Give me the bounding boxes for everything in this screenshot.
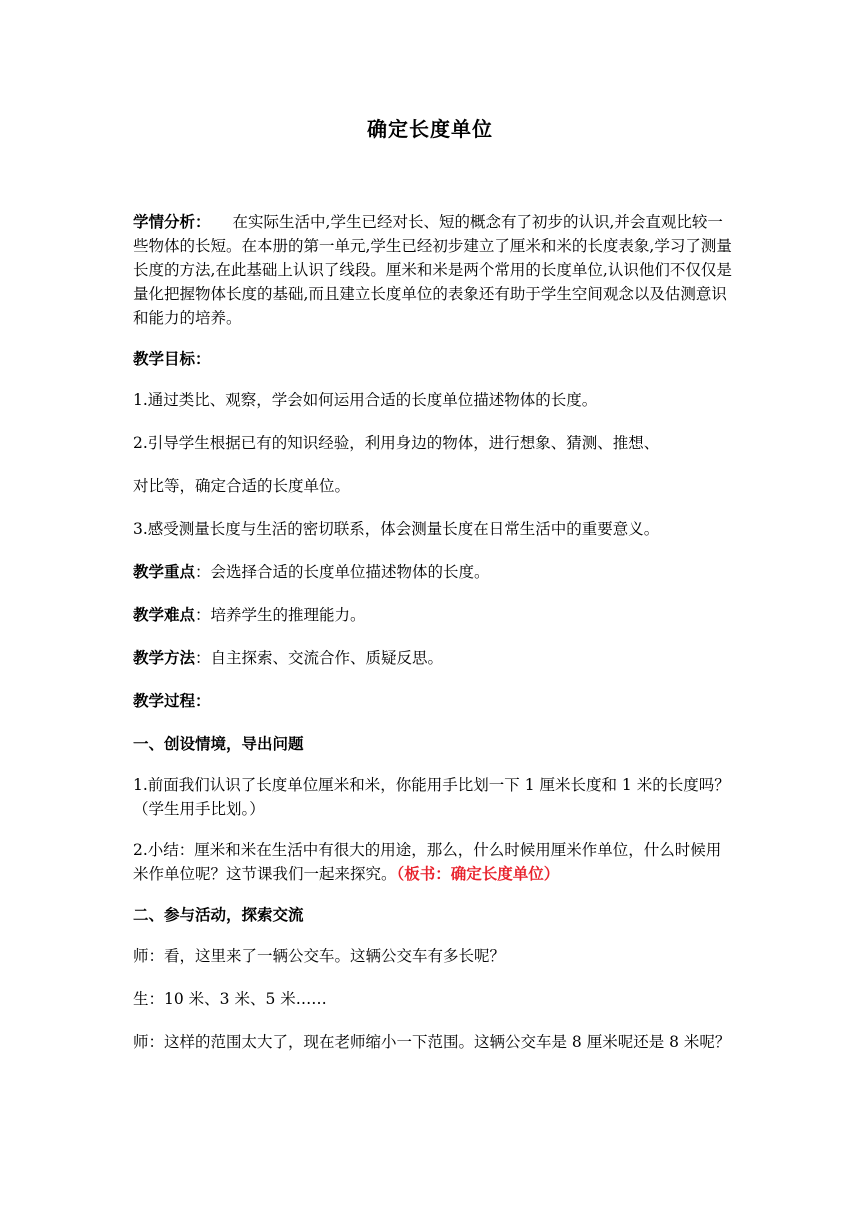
method-line [133, 646, 733, 670]
process-heading: 教学过程： [133, 691, 211, 710]
dialog-student-1: 生：10 米、3 米、5 米…… [133, 990, 327, 1008]
board-note: （板书：确定长度单位） [396, 864, 560, 883]
document-title: 确定长度单位 [367, 117, 493, 141]
section-1-item-2 [133, 838, 733, 886]
key-point-line [133, 560, 733, 584]
analysis-text: 在实际生活中,学生已经对长、短的概念有了初步的认识,并会直观比较一些物体的长短。在本册的第一单元,学生已经初步建立了厘米和米的长度表象,学习了测量长度的方法,在此基础上认识了线段。厘米和米是两个常用的长度单位,认识他们不仅仅是量化把握物体长度的基础,而且建立长度单位的表象还有助于学生空间观念以及估测意识和能力的培养。 [133, 213, 732, 327]
difficulty-line [133, 603, 733, 627]
goal-3: 3.感受测量长度与生活的密切联系，体会测量长度在日常生活中的重要意义。 [133, 520, 660, 538]
analysis-paragraph [133, 210, 733, 330]
analysis-label: 学情分析： [133, 212, 211, 231]
section-1-item-2-text: 2.小结：厘米和米在生活中有很大的用途，那么，什么时候用厘米作单位，什么时候用米作单位呢？这节课我们一起来探究。 [133, 841, 722, 883]
section-1-item-1: 1.前面我们认识了长度单位厘米和米，你能用手比划一下 1 厘米长度和 1 米的长度吗？（学生用手比划。） [133, 776, 730, 818]
section-1-heading: 一、创设情境，导出问题 [133, 734, 304, 753]
dialog-teacher-2: 师：这样的范围太大了，现在老师缩小一下范围。这辆公交车是 8 厘米呢还是 8 米呢？ [133, 1033, 731, 1051]
difficulty-text: ：培养学生的推理能力。 [195, 606, 366, 624]
dialog-teacher-1: 师：看，这里来了一辆公交车。这辆公交车有多长呢？ [133, 947, 506, 965]
key-point-label: 教学重点 [133, 562, 196, 581]
difficulty-label: 教学难点 [133, 605, 196, 624]
goal-1: 1.通过类比、观察，学会如何运用合适的长度单位描述物体的长度。 [133, 391, 598, 409]
section-2-heading: 二、参与活动，探索交流 [133, 905, 304, 924]
method-text: ：自主探索、交流合作、质疑反思。 [195, 649, 444, 667]
goal-2-line-1: 2.引导学生根据已有的知识经验，利用身边的物体，进行想象、猜测、推想、 [133, 434, 660, 452]
method-label: 教学方法 [133, 648, 196, 667]
goals-heading: 教学目标： [133, 349, 211, 368]
goal-2-line-2: 对比等，确定合适的长度单位。 [133, 477, 351, 495]
key-point-text: ：会选择合适的长度单位描述物体的长度。 [195, 563, 490, 581]
